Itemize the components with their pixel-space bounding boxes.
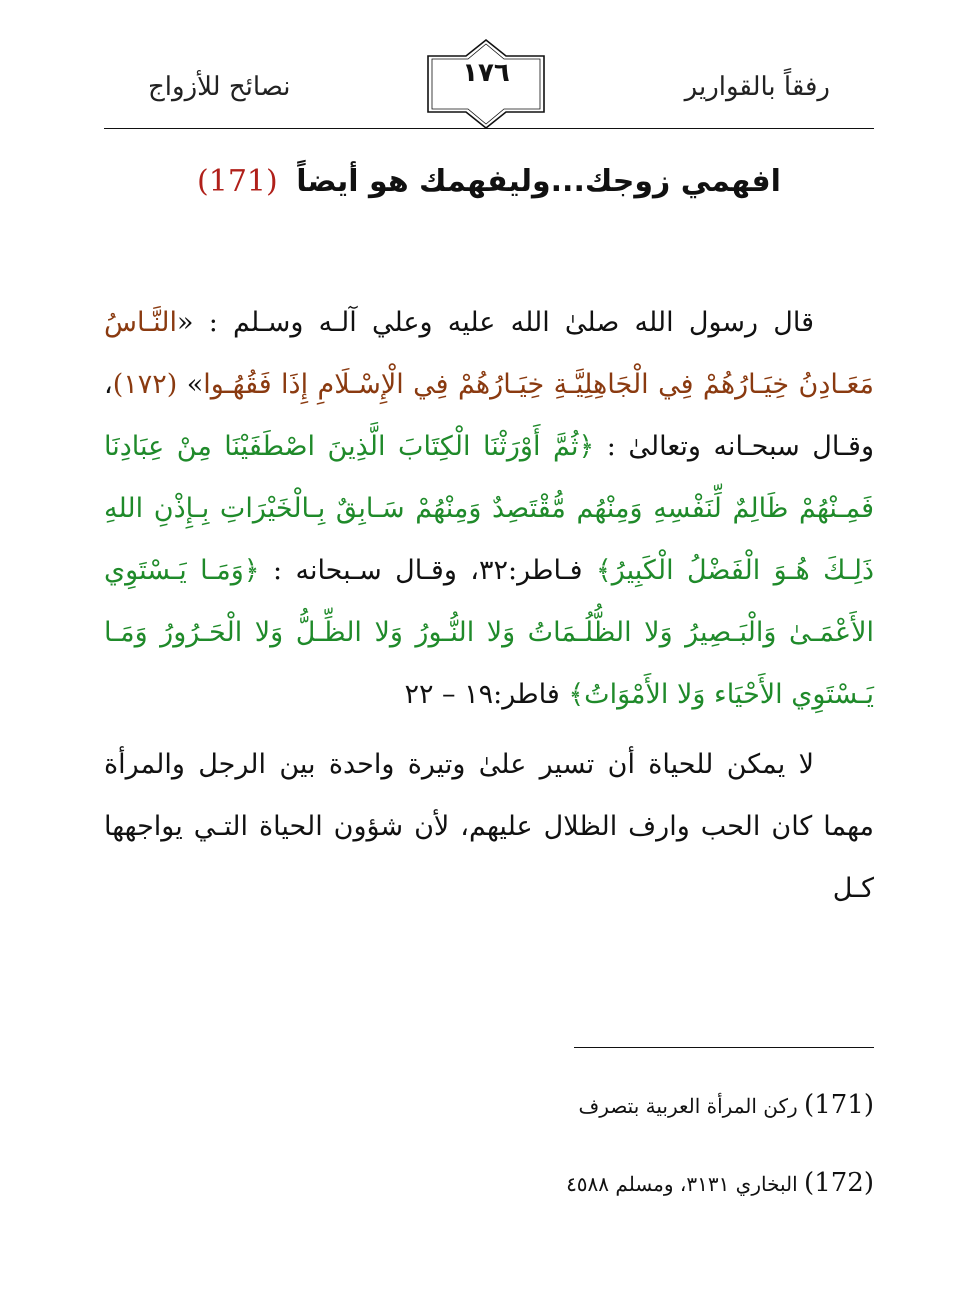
header-rule [104, 128, 874, 129]
quran-verse-1: ﴿ثُمَّ أَوْرَثْنَا الْكِتَابَ الَّذِينَ اصْطَفَيْنَا مِنْ عِبَادِنَا فَمِـنْهُمْ ظَالِمٌ لِّنَفْسِهِ وَمِنْهُم مُّقْتَصِدٌ وَمِنْهُمْ سَـابِقٌ بِـالْخَيْرَاتِ بِـإِذْنِ اللهِ ذَلِـكَ هُـوَ الْفَضْلُ الْكَبِيرُ﴾ [104, 431, 874, 586]
header-left-title: نصائح للأزواج [148, 72, 291, 102]
verse-1-reference: فـاطر:٣٢، وقـال سـبحانه : [259, 555, 596, 586]
p1-mid: ، وقـال سبحـانه وتعالىٰ : [104, 369, 874, 462]
footnote-172 [566, 1168, 874, 1198]
p1-after-hadith: » [177, 369, 204, 400]
footnote-171-number: (171) [804, 1090, 874, 1120]
paragraph-2 [104, 734, 874, 920]
section-title [104, 164, 874, 199]
title-footnote-marker: (171) [197, 164, 278, 199]
page-number: ١٧٦ [462, 58, 510, 88]
footnote-171-text: ركن المرأة العربية بتصرف [578, 1094, 798, 1118]
quran-verse-2: ﴿وَمَـا يَـسْتَوِي الأَعْمَـىٰ وَالْبَـصِيرُ وَلا الظُّلُـمَاتُ وَلا النُّـورُ وَلا الظِّـلُّ وَلا الْحَـرُورُ وَمَـا يَـسْتَوِي الأَحْيَاء وَلا الأَمْوَاتُ﴾ [104, 555, 874, 710]
footnote-172-text: البخاري ٣١٣١، ومسلم ٤٥٨٨ [566, 1172, 798, 1196]
hadith-quote: النَّـاسُ مَعَـادِنُ خِيَـارُهُمْ فِي الْجَاهِلِيَّـةِ خِيَـارُهُمْ فِي الْإِسْـلَامِ إِذَا فَقُهُـوا [104, 307, 874, 400]
footnote-171 [579, 1090, 874, 1120]
p2-text: لا يمكن للحياة أن تسير علىٰ وتيرة واحدة بين الرجل والمرأة مهما كان الحب وارف الظلال عليهم، لأن شؤون الحياة التـي يواجهها كـل [104, 749, 874, 904]
header-right-title: رفقاً بالقوارير [684, 72, 830, 102]
footnote-172-number: (172) [804, 1168, 874, 1198]
body-text [104, 292, 874, 920]
footnote-ref-172: (١٧٢) [112, 369, 178, 400]
verse-2-reference: فاطر:١٩ – ٢٢ [404, 679, 569, 710]
p1-intro: قال رسول الله صلىٰ الله عليه وعلي آلـه وسـلم : « [176, 307, 814, 338]
page-number-badge [426, 38, 546, 130]
footnote-rule [574, 1047, 874, 1048]
paragraph-1 [104, 292, 874, 726]
section-title-text: افهمي زوجك...وليفهمك هو أيضاً [296, 164, 781, 199]
